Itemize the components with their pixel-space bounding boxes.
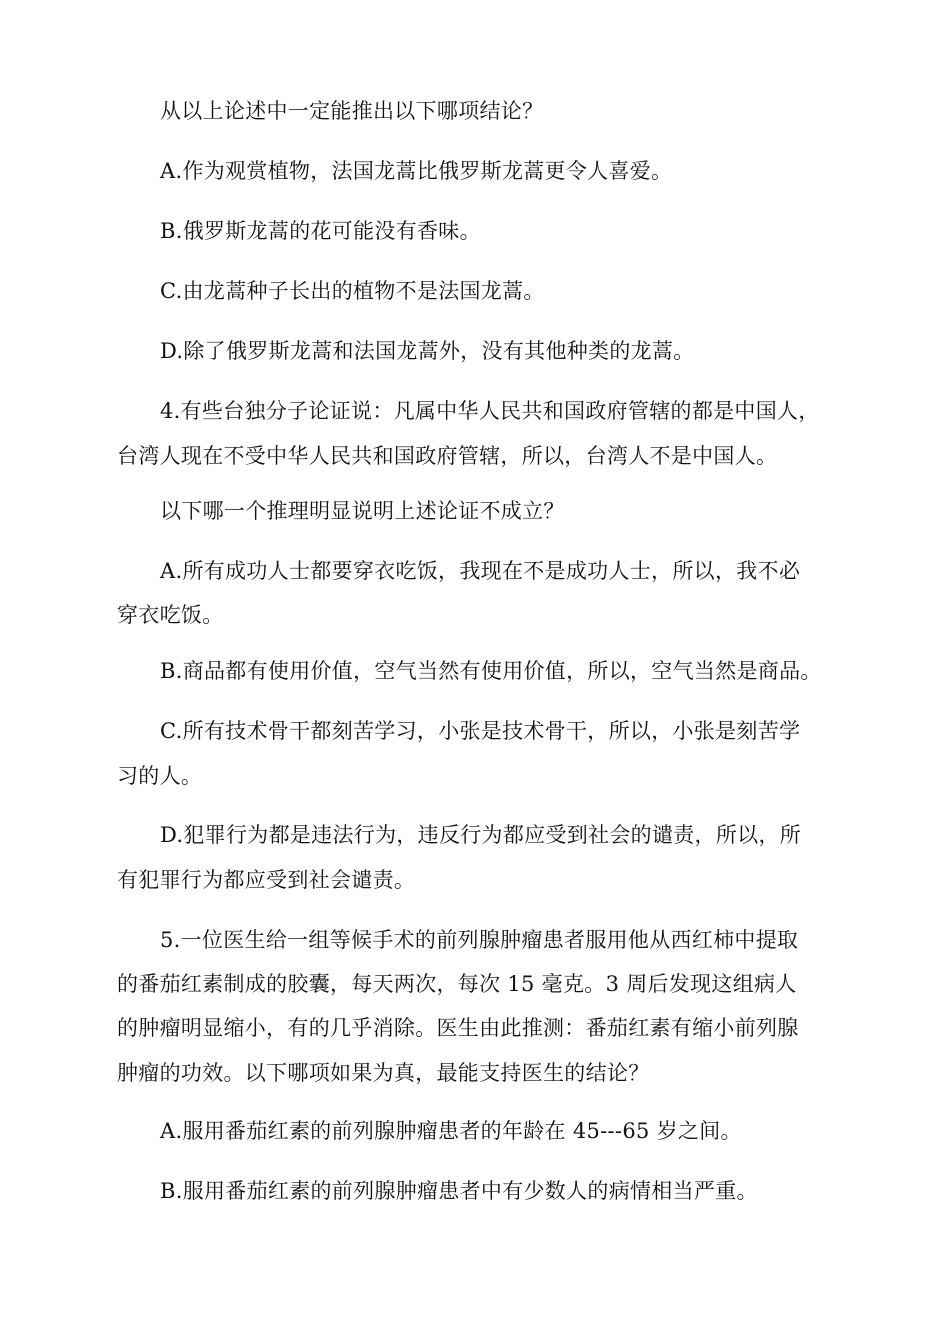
question-5-text-line-2: 的番茄红素制成的胶囊，每天两次，每次 15 毫克。3 周后发现这组病人 <box>117 972 797 996</box>
question-5-text-line-4: 肿瘤的功效。以下哪项如果为真，最能支持医生的结论？ <box>117 1061 650 1085</box>
question-prompt: 从以上论述中一定能推出以下哪项结论？ <box>160 99 544 123</box>
q4-option-d: D.犯罪行为都是违法行为，违反行为都应受到社会的谴责，所以，所 <box>160 823 802 847</box>
q4-option-a: A.所有成功人士都要穿衣吃饭，我现在不是成功人士，所以，我不必 <box>160 559 801 583</box>
q5-option-b: B.服用番茄红素的前列腺肿瘤患者中有少数人的病情相当严重。 <box>160 1179 758 1203</box>
question-5-text-line-3: 的肿瘤明显缩小，有的几乎消除。医生由此推测：番茄红素有缩小前列腺 <box>117 1016 799 1040</box>
option-b: B.俄罗斯龙蒿的花可能没有香味。 <box>160 219 481 243</box>
option-d: D.除了俄罗斯龙蒿和法国龙蒿外，没有其他种类的龙蒿。 <box>160 339 695 363</box>
q4-option-b: B.商品都有使用价值，空气当然有使用价值，所以，空气当然是商品。 <box>160 659 822 683</box>
option-a: A.作为观赏植物，法国龙蒿比俄罗斯龙蒿更令人喜爱。 <box>160 159 673 183</box>
question-4-prompt: 以下哪一个推理明显说明上述论证不成立？ <box>160 499 565 523</box>
q4-option-c: C.所有技术骨干都刻苦学习，小张是技术骨干，所以，小张是刻苦学 <box>160 719 801 743</box>
question-4-text-continued: 台湾人现在不受中华人民共和国政府管辖，所以，台湾人不是中国人。 <box>117 444 778 468</box>
q4-option-a-continued: 穿衣吃饭。 <box>117 603 224 627</box>
q4-option-c-continued: 习的人。 <box>117 764 203 788</box>
q5-option-a: A.服用番茄红素的前列腺肿瘤患者的年龄在 45---65 岁之间。 <box>160 1119 742 1143</box>
question-4-text: 4.有些台独分子论证说：凡属中华人民共和国政府管辖的都是中国人， <box>160 399 820 423</box>
question-5-text: 5.一位医生给一组等候手术的前列腺肿瘤患者服用他从西红柿中提取 <box>160 928 799 952</box>
q4-option-d-continued: 有犯罪行为都应受到社会谴责。 <box>117 868 416 892</box>
option-c: C.由龙蒿种子长出的植物不是法国龙蒿。 <box>160 279 545 303</box>
